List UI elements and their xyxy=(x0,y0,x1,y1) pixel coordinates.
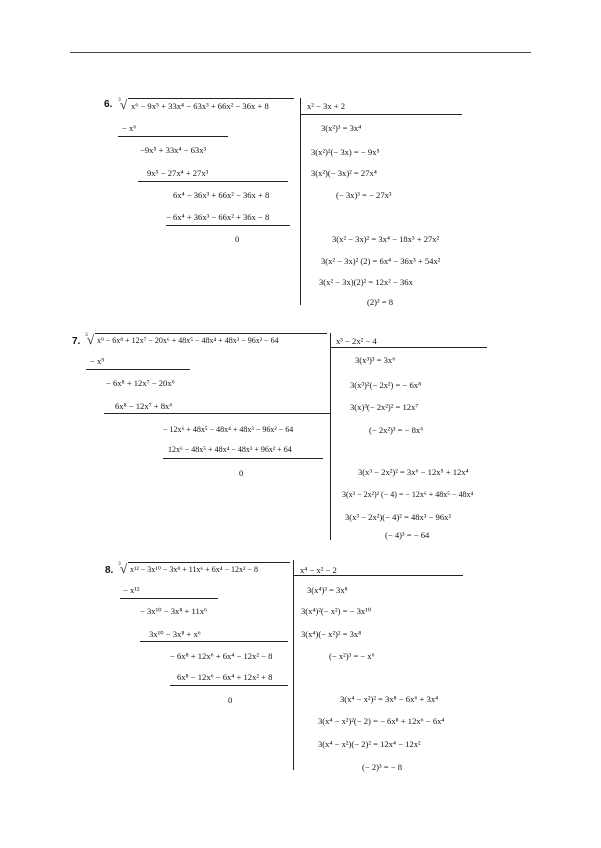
work-line: 3(x³)²(− 2x²) = − 6x⁸ xyxy=(350,380,422,390)
step-line: 3x¹⁰ − 3x⁸ + x⁶ xyxy=(149,629,201,639)
step-line: − 12x⁶ + 48x⁵ − 48x⁴ + 48x³ − 96x² − 64 xyxy=(163,425,294,434)
work-line: 3(x³ − 2x²)² (− 4) = − 12x⁶ + 48x⁵ − 48x⁴ xyxy=(342,490,474,499)
root-result: x² − 3x + 2 xyxy=(307,101,346,111)
root-result: x³ − 2x² − 4 xyxy=(336,336,377,346)
remainder: 0 xyxy=(228,695,233,705)
subtraction-rule xyxy=(120,598,218,599)
work-line: (− x²)³ = − x⁶ xyxy=(329,651,375,661)
vinculum xyxy=(128,98,294,99)
step-line: − x⁶ xyxy=(122,123,137,133)
step-line: − x¹² xyxy=(123,585,140,595)
remainder: 0 xyxy=(239,468,244,478)
remainder: 0 xyxy=(235,234,240,244)
work-line: 3(x²)(− 3x)² = 27x⁴ xyxy=(311,168,377,178)
root-result: x⁴ − x² − 2 xyxy=(300,565,337,575)
work-line: 3(x² − 3x)(2)² = 12x² − 36x xyxy=(319,277,413,287)
step-line: − 3x¹⁰ − 3x⁸ + 11x⁶ xyxy=(140,606,208,616)
subtraction-rule xyxy=(86,369,190,370)
work-line: 3(x³ − 2x²)² = 3x⁶ − 12x⁵ + 12x⁴ xyxy=(358,467,469,477)
step-line: 6x⁸ − 12x⁷ + 8x⁶ xyxy=(115,401,173,411)
work-line: (2)³ = 8 xyxy=(367,297,394,307)
radical-sign: √ xyxy=(120,561,128,576)
work-line: 3(x³)³ = 3x⁶ xyxy=(355,355,396,365)
work-line: 3(x² − 3x)² (2) = 6x⁴ − 36x³ + 54x² xyxy=(321,256,441,266)
work-line: 3(x²)³ = 3x⁴ xyxy=(321,123,362,133)
work-line: 3(x⁴ − x²)(− 2)² = 12x⁴ − 12x² xyxy=(318,739,421,749)
work-line: 3(x)³(− 2x²)² = 12x⁷ xyxy=(350,402,419,412)
work-line: (− 2x²)³ = − 8x⁶ xyxy=(369,425,424,435)
problem-number: 7. xyxy=(72,336,81,347)
radical-index: 3 xyxy=(118,561,121,567)
problem-number: 8. xyxy=(105,565,114,576)
radical-index: 3 xyxy=(85,332,88,338)
subtraction-rule xyxy=(118,136,228,137)
divider-horizontal xyxy=(300,114,462,115)
work-line: (− 3x)³ = − 27x³ xyxy=(336,190,392,200)
work-line: 3(x⁴)²(− x²) = − 3x¹⁰ xyxy=(301,606,372,616)
divider-vertical xyxy=(293,560,294,770)
subtraction-rule xyxy=(166,225,290,226)
work-line: 3(x³ − 2x²)(− 4)² = 48x³ − 96x² xyxy=(345,512,452,522)
radical-sign: √ xyxy=(120,97,128,112)
step-line: 9x⁵ − 27x⁴ + 27x³ xyxy=(147,168,209,178)
work-line: (− 4)³ = − 64 xyxy=(385,530,430,540)
step-line: 6x⁸ − 12x⁶ − 6x⁴ + 12x² + 8 xyxy=(177,672,273,682)
step-line: − 6x⁸ + 12x⁶ + 6x⁴ − 12x² − 8 xyxy=(170,651,273,661)
step-line: − 6x⁴ + 36x³ − 66x² + 36x − 8 xyxy=(166,212,270,222)
subtraction-rule xyxy=(138,181,288,182)
work-line: 3(x²)²(− 3x) = − 9x⁵ xyxy=(311,147,380,157)
radical-sign: √ xyxy=(87,332,95,347)
divider-vertical xyxy=(330,333,331,540)
work-line: 3(x⁴ − x²)²(− 2) = − 6x⁸ + 12x⁶ − 6x⁴ xyxy=(318,716,445,726)
step-line: 12x⁶ − 48x⁵ + 48x⁴ − 48x³ + 96x² + 64 xyxy=(168,445,292,454)
work-line: 3(x² − 3x)² = 3x⁴ − 18x³ + 27x² xyxy=(332,234,440,244)
work-line: 3(x⁴ − x²)² = 3x⁸ − 6x⁶ + 3x⁴ xyxy=(340,694,439,704)
radicand: x⁹ − 6x⁸ + 12x⁷ − 20x⁶ + 48x⁵ − 48x⁴ + 48x³ − 96x² − 64 xyxy=(97,336,279,345)
work-line: 3(x⁴)(− x²)² = 3x⁸ xyxy=(301,629,362,639)
subtraction-rule xyxy=(170,685,288,686)
work-line: (− 2)³ = − 8 xyxy=(362,762,403,772)
radical-index: 3 xyxy=(118,97,121,103)
work-line: 3(x⁴)³ = 3x⁸ xyxy=(307,585,348,595)
problem-number: 6. xyxy=(104,99,113,110)
divider-horizontal xyxy=(330,347,487,348)
radicand: x⁶ − 9x⁵ + 33x⁴ − 63x³ + 66x² − 36x + 8 xyxy=(131,101,269,111)
step-line: − x⁹ xyxy=(90,356,105,366)
divider-vertical xyxy=(300,98,301,305)
radicand: x¹² − 3x¹⁰ − 3x⁸ + 11x⁶ + 6x⁴ − 12x² − 8 xyxy=(130,565,258,574)
divider-horizontal xyxy=(293,575,463,576)
subtraction-rule xyxy=(163,458,323,459)
step-line: − 6x⁸ + 12x⁷ − 20x⁶ xyxy=(106,378,175,388)
step-line: −9x⁵ + 33x⁴ − 63x³ xyxy=(140,145,207,155)
step-line: 6x⁴ − 36x³ + 66x² − 36x + 8 xyxy=(173,190,270,200)
vinculum xyxy=(128,562,290,563)
subtraction-rule xyxy=(104,413,330,414)
page-header-rule xyxy=(70,52,531,53)
subtraction-rule xyxy=(140,641,288,642)
vinculum xyxy=(95,333,327,334)
